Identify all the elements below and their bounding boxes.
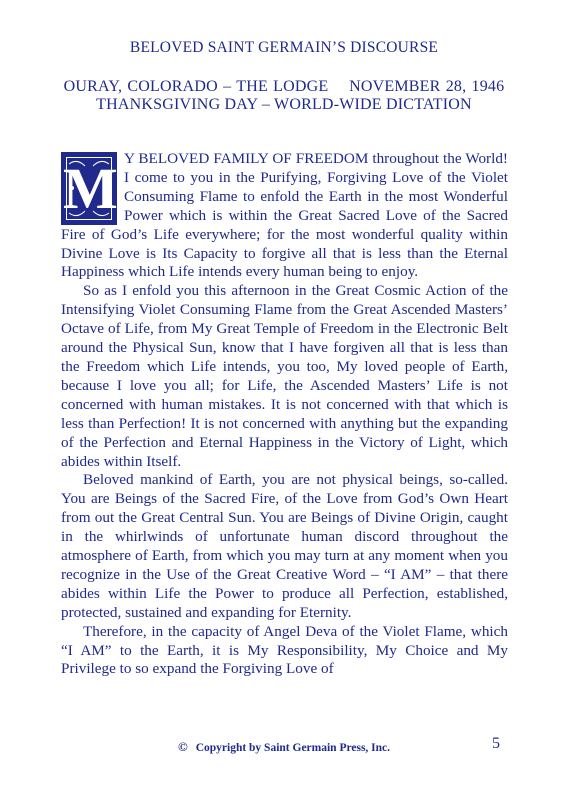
copyright-footer [0, 739, 568, 755]
location-date-line: OURAY, COLORADO – THE LODGE NOVEMBER 28, 1946 [63, 78, 505, 95]
discourse-title: BELOVED SAINT GERMAIN’S DISCOURSE [129, 39, 439, 56]
page-number: 5 [492, 735, 500, 752]
paragraph-3: Beloved mankind of Earth, you are not physical beings, so-called. You are Beings of the Sacred Fire, of the Love from God’s Own Heart from out the Great Central Sun. You are Beings of Divine Origin, caught in the whirlwinds of unfortunate human discord throughout the atmosphere of Earth, from which you may turn at any moment when you recognize in the Use of the Great Creative Word – “I AM” – that there abides within Life the Power to produce all Perfection, established, protected, sustained and expanding for Eternity. [61, 471, 508, 621]
discourse-body [61, 150, 508, 679]
paragraph-2: So as I enfold you this afternoon in the Great Cosmic Action of the Intensifying Violet Consuming Flame from the Great Ascended Masters’ Octave of Life, from My Great Temple of Freedom in the Electronic Belt around the Physical Sun, know that I have forgiven all that is less than the Freedom which Life intends, you too, My loved people of Earth, because I love you all; for Life, the Ascended Masters’ Life is not concerned with human mistakes. It is not concerned with that which is less than Perfection! It is not concerned with anything but the expanding of the Perfection and Eternal Happiness in the Victory of Light, which abides within Itself. [61, 282, 508, 470]
copyright-text: Copyright by Saint Germain Press, Inc. [195, 742, 391, 754]
drop-cap-letter: M [63, 156, 118, 221]
paragraph-1-text: Y BELOVED FAMILY OF FREEDOM throughout the World! I come to you in the Purifying, Forgiving Love of the Violet Consuming Flame to enfold the Earth in the most Wonderful Power which is within the Great Sacred Love of the Sacred Fire of God’s Life everywhere; for the most wonderful quality within Divine Love is Its Capacity to forgive all that is less than the Eternal Happiness which Life intends every human being to enjoy. [61, 150, 508, 281]
occasion-line: THANKSGIVING DAY – WORLD-WIDE DICTATION [96, 96, 472, 113]
drop-cap-ornament [61, 152, 117, 225]
copyright-icon: © [177, 739, 188, 754]
paragraph-4: Therefore, in the capacity of Angel Deva of the Violet Flame, which “I AM” to the Earth, it is My Responsibility, My Choice and My Privilege to so expand the Forgiving Love of [61, 622, 508, 678]
paragraph-1 [61, 150, 508, 282]
